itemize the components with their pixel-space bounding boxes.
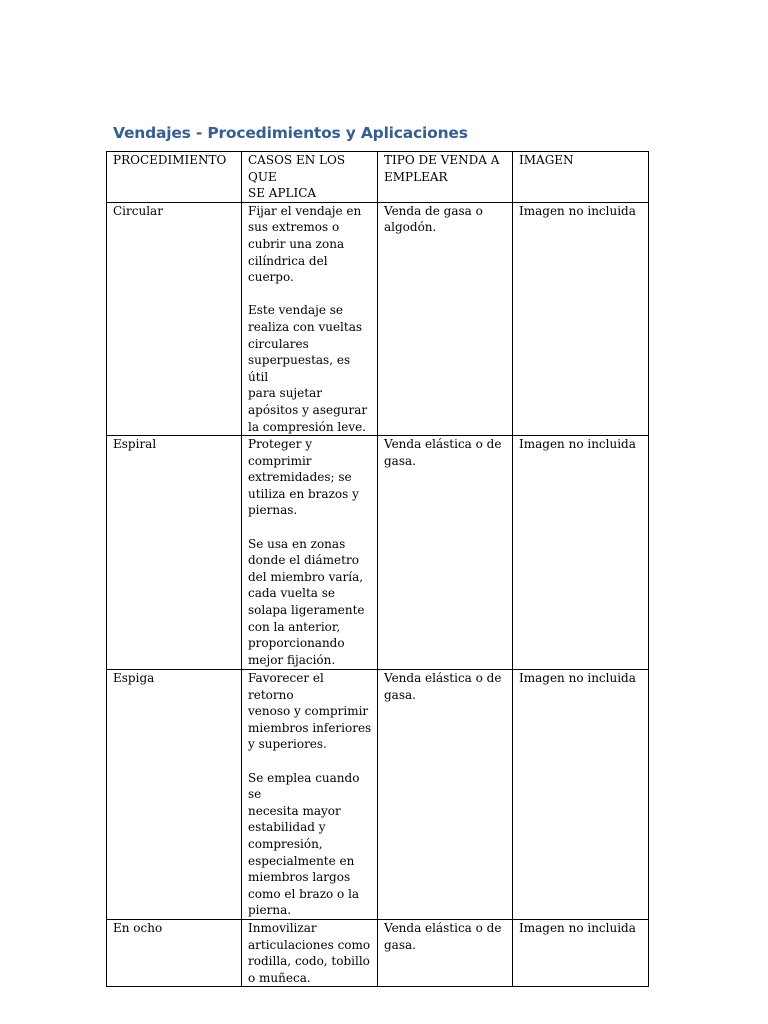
cell-tipo-venda: Venda elástica o de gasa. xyxy=(378,670,513,920)
table-row xyxy=(107,670,649,920)
header-imagen: IMAGEN xyxy=(513,152,649,203)
page-title: Vendajes - Procedimientos y Aplicaciones xyxy=(113,124,468,142)
cell-casos: Inmovilizar articulaciones como rodilla, codo, tobillo o muñeca. xyxy=(242,920,378,987)
cell-imagen: Imagen no incluida xyxy=(513,670,649,920)
header-procedimiento: PROCEDIMIENTO xyxy=(107,152,242,203)
cell-casos: Proteger y comprimir extremidades; se utiliza en brazos y piernas. Se usa en zonas donde el diámetro del miembro varía, cada vuelta se solapa ligeramente con la anterior, proporcionando mejor fijación. xyxy=(242,436,378,670)
table-header-row xyxy=(107,152,649,203)
cell-imagen: Imagen no incluida xyxy=(513,920,649,987)
bandage-table xyxy=(106,151,649,987)
cell-imagen: Imagen no incluida xyxy=(513,436,649,670)
cell-procedimiento: Espiga xyxy=(107,670,242,920)
header-casos: CASOS EN LOS QUE SE APLICA xyxy=(242,152,378,203)
table-row xyxy=(107,920,649,987)
cell-procedimiento: En ocho xyxy=(107,920,242,987)
table-row xyxy=(107,436,649,670)
cell-casos: Fijar el vendaje en sus extremos o cubrir una zona cilíndrica del cuerpo. Este vendaje se realiza con vueltas circulares superpuestas, es útil para sujetar apósitos y asegurar la compresión leve. xyxy=(242,202,378,435)
cell-tipo-venda: Venda elástica o de gasa. xyxy=(378,436,513,670)
header-tipo-venda: TIPO DE VENDA A EMPLEAR xyxy=(378,152,513,203)
cell-procedimiento: Espiral xyxy=(107,436,242,670)
cell-casos: Favorecer el retorno venoso y comprimir miembros inferiores y superiores. Se emplea cuando se necesita mayor estabilidad y compresión, especialmente en miembros largos como el brazo o la pierna. xyxy=(242,670,378,920)
cell-tipo-venda: Venda de gasa o algodón. xyxy=(378,202,513,435)
cell-imagen: Imagen no incluida xyxy=(513,202,649,435)
cell-procedimiento: Circular xyxy=(107,202,242,435)
cell-tipo-venda: Venda elástica o de gasa. xyxy=(378,920,513,987)
table-row xyxy=(107,202,649,435)
